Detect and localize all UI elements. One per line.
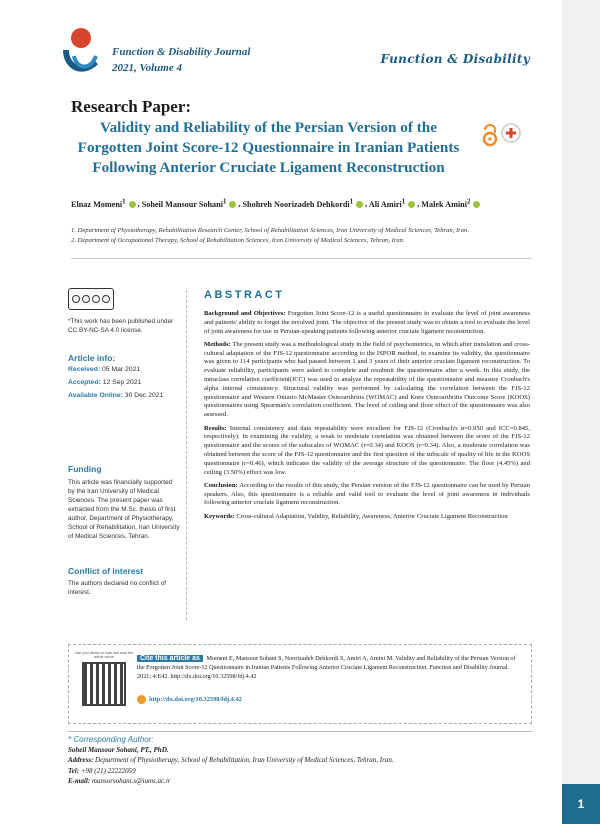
orcid-icon — [408, 201, 415, 208]
author[interactable]: Shohreh Noorizadeh Dehkordi$^1$ — [243, 200, 366, 209]
author[interactable]: Elnaz Momeni$^1$ — [71, 200, 138, 209]
conflict-title: Conflict of interest — [68, 566, 144, 576]
open-access-crossmark-badges[interactable] — [478, 120, 524, 148]
orcid-icon — [473, 201, 480, 208]
journal-title: Function & Disability Journal — [112, 46, 251, 58]
journal-volume: 2021, Volume 4 — [112, 62, 182, 74]
journal-header — [50, 8, 530, 88]
journal-logo-icon — [56, 16, 106, 82]
crossmark-icon — [502, 124, 520, 142]
divider — [68, 731, 532, 732]
abstract-heading: ABSTRACT — [204, 289, 285, 301]
accepted-date: Accepted: 12 Sep 2021 — [68, 379, 142, 386]
orcid-icon — [356, 201, 363, 208]
funding-section — [68, 464, 180, 541]
qr-code-icon — [82, 662, 126, 706]
cite-tag: Cite this article as — [137, 655, 203, 662]
author[interactable]: Malek Amini$^2$ — [421, 200, 482, 209]
open-access-icon — [484, 125, 496, 145]
license-text: *This work has been published under CC BY-NC-SA 4.0 license. — [68, 318, 174, 334]
conflict-text: The authors declared no conflict of interest. — [68, 580, 167, 596]
abstract-methods: Methods: The present study was a methodological study in the field of psychometrics, in which after translation and cross-cultural adaptation of the FJS-12 questionnaire according to the ISPOR method, to examine its validity, the questionnaire was given to 114 participants who had passed between 1 and 3 years of their anterior cruciate ligament reconstruction. To evaluate reliability, participants were asked to complete and resubmit the questionnaire after a week. In this study, the intraclass correlation coefficient(ICC) was used to analyze the repeatability of the questionnaire and measure Cronbach's alpha internal consistency. Structural validity was performed by calculating the correlation between the FJS-12 questionnaire and Western Ontario McMaster Osteoarthritis (WOMAC) and Knee Osteoarthritis Outcome Score (KOOS) questionnaires using Spearman's correlation coefficient. The level of ceiling and floor effect of the questionnaire was also assessed. — [204, 340, 530, 419]
author[interactable]: Soheil Mansour Sohani$^1$ — [142, 200, 239, 209]
corresponding-address: Address: Department of Physiotherapy, School of Rehabilitation, Iran University of Medical Sciences, Tehran, Iran. — [68, 756, 394, 765]
divider — [71, 258, 531, 259]
citation-text: Cite this article as Momeni E, Mansour Sohani S, Noorizadeh Dehkordi S, Amiri A, Amini M. Validity and Reliability of the Persian Version of the Forgotten Joint Score-12 Questionnaire in Iranian Patients Following Anterior Cruciate Ligament Reconstruction. Function and Disability Journal. 2021; 4:E42. http://dx.doi.org/10.32598/fdj.4.42 — [137, 655, 516, 680]
doi-icon — [137, 695, 146, 704]
author-list: Elnaz Momeni$^1$ , Soheil Mansour Sohani$^1$ , Shohreh Noorizadeh Dehkordi$^1$ , Ali Amiri$^1$ , Malek Amini$^2$ — [71, 198, 531, 209]
orcid-icon — [229, 201, 236, 208]
abstract — [204, 289, 530, 526]
abstract-conclusion: Conclusion: According to the results of this study, the Persian version of the FJS-12 questionnaire can be used by Persian speakers. Also, this questionnaire is a reliable and valid tool to evaluate the level of joint awareness in individuals following anterior cruciate ligament reconstruction. — [204, 481, 530, 507]
sidebar — [68, 288, 180, 596]
received-date: Received: 05 Mar 2021 — [68, 366, 141, 373]
article-title: Validity and Reliability of the Persian Version of the Forgotten Joint Score-12 Questionnaire in Iranian Patients Following Anterior Cruciate Ligament Reconstruction — [77, 119, 460, 176]
article-info — [68, 353, 163, 402]
author[interactable]: Ali Amiri$^1$ — [369, 200, 417, 209]
corresponding-name: Soheil Mansour Sohani, PT., PhD. — [68, 746, 169, 755]
affiliation-1: 1. Department of Physiotherapy, Rehabilitation Research Center, School of Rehabilitation Sciences, Iran University of Medical Sciences, Tehran, Iran. — [71, 227, 469, 234]
corresponding-email[interactable]: E-mail: mansorsohani.s@iums.ac.ir — [68, 776, 171, 785]
citation-box — [68, 644, 532, 724]
corresponding-heading: * Corresponding Author: — [68, 735, 154, 744]
journal-brand: Function & Disability — [380, 52, 530, 66]
cc-license-icon[interactable] — [68, 288, 114, 310]
paper-type: Research Paper: — [71, 97, 192, 116]
corresponding-tel: Tel: +98 (21) 22222059 — [68, 766, 136, 775]
affiliations — [71, 226, 531, 246]
funding-text: This article was financially supported by the Iran University of Medical Sciences. The present paper was extracted from the M.Sc. thesis of first author, Department of Physiotherapy, School of Rehabilitation, Iran University of Medical Sciences, Tehran. — [68, 479, 180, 540]
orcid-icon — [129, 201, 136, 208]
affiliation-2: 2. Department of Occupational Therapy, School of Rehabilitation Sciences, Iran University of Medical Sciences, Tehran, Iran. — [71, 237, 405, 244]
qr-code[interactable]: Use your device to scan and read the article online — [75, 651, 133, 717]
online-date: Available Online: 30 Dec 2021 — [68, 392, 164, 399]
article-info-title: Article info: — [68, 353, 116, 363]
abstract-background: Background and Objectives: Forgotten Joint Score-12 is a useful questionnaire to evaluate the level of joint awareness and patients' ability to forget the involved joint. The objective of the present study was to obtain a tool to evaluate the level of joint awareness for use in Persian-speaking patients following anterior cruciate ligament reconstruction. — [204, 310, 531, 335]
abstract-results: Results: Internal consistency and data repeatability were excellent for FJS-12 (Cronbach's α=0.950 and ICC=0.845, respectively). In examining the validity, a weak to moderate correlation was obtained between the score of the FJS-12 questionnaire and the scores of the subscales of WOMAC (r=0.34) and KOOS (r=0.34). Also, a moderate correlation was obtained between the score of the FJS-12 questionnaire and the first question of the subscale of quality of life in the KOOS questionnaire (r=0.46), which indicates the validity of the average structure of the questionnaire. The floor (4.45%) and ceiling (3.50%) effect was low. — [204, 424, 530, 476]
corresponding-author — [68, 735, 532, 786]
column-divider — [186, 290, 187, 620]
funding-title: Funding — [68, 464, 102, 474]
conflict-section — [68, 566, 180, 597]
right-margin-bar — [540, 0, 600, 824]
abstract-keywords: Keywords: Cross-cultural Adaptation, Validity, Reliability, Awareness, Anterior Cruciate Ligament Reconstruction — [204, 512, 508, 520]
page-number: 1 — [562, 784, 600, 824]
doi-link[interactable]: http://dx.doi.org/10.32598/fdj.4.42 — [137, 695, 242, 704]
